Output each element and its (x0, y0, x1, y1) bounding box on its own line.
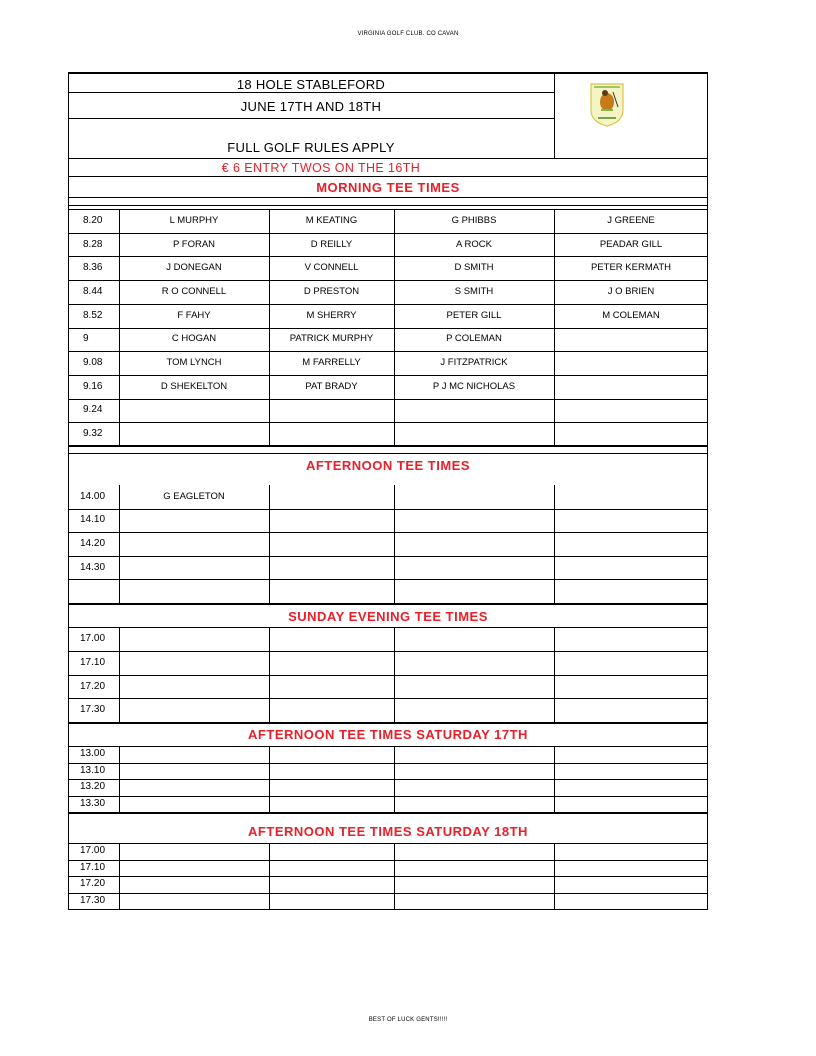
tee-time: 17.20 (80, 680, 106, 692)
player-name: D SHEKELTON (160, 380, 228, 392)
grid-line (68, 375, 708, 376)
tee-time: 17.10 (80, 656, 106, 668)
player-name: D SMITH (454, 262, 494, 274)
section-title-afternoon: AFTERNOON TEE TIMES (305, 458, 471, 473)
title-line-1: 18 HOLE STABLEFORD (236, 77, 386, 92)
player-name: V CONNELL (304, 262, 359, 274)
grid-line (68, 176, 708, 177)
grid-line (119, 627, 120, 722)
grid-line (68, 627, 708, 628)
grid-line (707, 603, 708, 909)
grid-line (269, 209, 270, 446)
grid-line (68, 209, 708, 210)
grid-line (68, 909, 708, 910)
player-name: PATRICK MURPHY (289, 333, 374, 345)
player-name: S SMITH (454, 285, 494, 297)
grid-line (68, 118, 554, 119)
grid-line (68, 205, 708, 206)
grid-line (68, 446, 708, 447)
grid-line (269, 627, 270, 722)
grid-line (119, 746, 120, 812)
section-title-saturday-17: AFTERNOON TEE TIMES SATURDAY 17TH (248, 727, 528, 742)
grid-line (68, 843, 708, 844)
player-name: M KEATING (305, 214, 358, 226)
player-name: J O BRIEN (607, 285, 655, 297)
grid-line (394, 209, 395, 446)
grid-line (68, 422, 708, 423)
tee-time: 9 (83, 333, 89, 345)
player-name: C HOGAN (171, 333, 217, 345)
grid-line (554, 72, 555, 158)
tee-time: 9.32 (83, 428, 103, 440)
grid-line (68, 453, 708, 454)
tee-time: 9.08 (83, 357, 103, 369)
grid-line (394, 843, 395, 909)
grid-line (394, 746, 395, 812)
grid-line (68, 532, 708, 533)
tee-time: 13.20 (80, 781, 106, 793)
tee-time: 17.30 (80, 704, 106, 716)
tee-time: 14.10 (80, 514, 106, 526)
golf-club-crest-icon (587, 80, 627, 128)
grid-line (554, 627, 555, 722)
title-line-2: JUNE 17TH AND 18TH (240, 99, 382, 114)
grid-line (68, 351, 708, 352)
player-name: L MURPHY (169, 214, 219, 226)
tee-time: 9.24 (83, 404, 103, 416)
grid-line (394, 485, 395, 603)
player-name: D REILLY (310, 238, 353, 250)
player-name: PETER KERMATH (590, 262, 672, 274)
player-name: J FITZPATRICK (440, 357, 508, 369)
grid-line (68, 796, 708, 797)
grid-line (68, 603, 708, 605)
tee-time: 14.20 (80, 538, 106, 549)
grid-line (68, 812, 708, 814)
grid-line (68, 651, 708, 652)
player-name: J DONEGAN (166, 262, 222, 274)
player-name: J GREENE (607, 214, 655, 226)
section-title-morning: MORNING TEE TIMES (316, 180, 460, 195)
player-name: M SHERRY (306, 309, 357, 321)
tee-time: 13.30 (80, 797, 106, 809)
grid-line (68, 72, 708, 74)
player-name: R O CONNELL (161, 285, 227, 297)
grid-line (269, 485, 270, 603)
player-name: M FARRELLY (302, 357, 361, 369)
grid-line (269, 843, 270, 909)
grid-line (119, 485, 120, 603)
player-name: P FORAN (172, 238, 216, 250)
player-name: PAT BRADY (305, 380, 358, 392)
tee-time-sheet (68, 72, 708, 909)
section-title-saturday-18: AFTERNOON TEE TIMES SATURDAY 18TH (248, 824, 528, 839)
grid-line (394, 627, 395, 722)
grid-line (269, 746, 270, 812)
player-name: PEADAR GILL (599, 238, 663, 250)
grid-line (68, 763, 708, 764)
entry-note: € 6 ENTRY TWOS ON THE 16TH (221, 161, 421, 175)
page-footer: BEST OF LUCK GENTS!!!!! (368, 1017, 448, 1023)
player-name: M COLEMAN (602, 309, 660, 321)
grid-line (68, 445, 708, 446)
grid-line (554, 209, 555, 446)
grid-line (68, 779, 708, 780)
tee-time: 17.10 (80, 861, 106, 873)
grid-line (68, 280, 708, 281)
grid-line (554, 485, 555, 603)
grid-line (68, 893, 708, 894)
grid-line (68, 304, 708, 305)
tee-time: 14.00 (80, 490, 106, 502)
section-title-sunday-evening: SUNDAY EVENING TEE TIMES (288, 609, 488, 624)
player-name: D PRESTON (303, 285, 360, 297)
grid-line (707, 209, 708, 446)
grid-line (119, 843, 120, 909)
grid-line (119, 209, 120, 446)
player-name: G PHIBBS (451, 214, 497, 226)
player-name: P COLEMAN (446, 333, 502, 345)
grid-line (68, 579, 708, 580)
tee-time: 14.30 (80, 561, 106, 573)
grid-line (68, 399, 708, 400)
player-name: P J MC NICHOLAS (432, 380, 516, 392)
title-line-3: FULL GOLF RULES APPLY (227, 140, 395, 155)
tee-time: 17.00 (80, 632, 106, 644)
grid-line (68, 698, 708, 699)
tee-time: 9.16 (83, 380, 103, 392)
player-name: F FAHY (177, 309, 211, 321)
grid-line (554, 746, 555, 812)
player-name: G EAGLETON (163, 490, 225, 502)
grid-line (68, 233, 708, 234)
tee-time: 8.28 (83, 238, 103, 250)
grid-line (68, 675, 708, 676)
grid-line (68, 256, 708, 257)
grid-line (68, 556, 708, 557)
tee-time: 8.44 (83, 285, 103, 297)
tee-time: 13.10 (80, 764, 106, 776)
grid-line (68, 860, 708, 861)
grid-line (554, 843, 555, 909)
player-name: PETER GILL (446, 309, 502, 321)
tee-time: 17.00 (80, 845, 106, 857)
tee-time: 13.00 (80, 748, 106, 760)
grid-line (68, 876, 708, 877)
tee-time: 17.30 (80, 894, 106, 906)
grid-line (68, 328, 708, 329)
player-name: A ROCK (456, 238, 492, 250)
grid-line (707, 485, 708, 603)
grid-line (68, 92, 554, 93)
tee-time: 17.20 (80, 878, 106, 890)
player-name: TOM LYNCH (166, 357, 222, 369)
tee-time: 8.20 (83, 214, 103, 226)
grid-line (68, 722, 708, 724)
grid-line (68, 746, 708, 747)
grid-line (68, 158, 708, 159)
tee-time: 8.36 (83, 262, 103, 274)
tee-time: 8.52 (83, 309, 103, 321)
grid-line (68, 197, 708, 198)
page-header: VIRGINIA GOLF CLUB. CO CAVAN (357, 31, 459, 37)
grid-line (68, 509, 708, 510)
